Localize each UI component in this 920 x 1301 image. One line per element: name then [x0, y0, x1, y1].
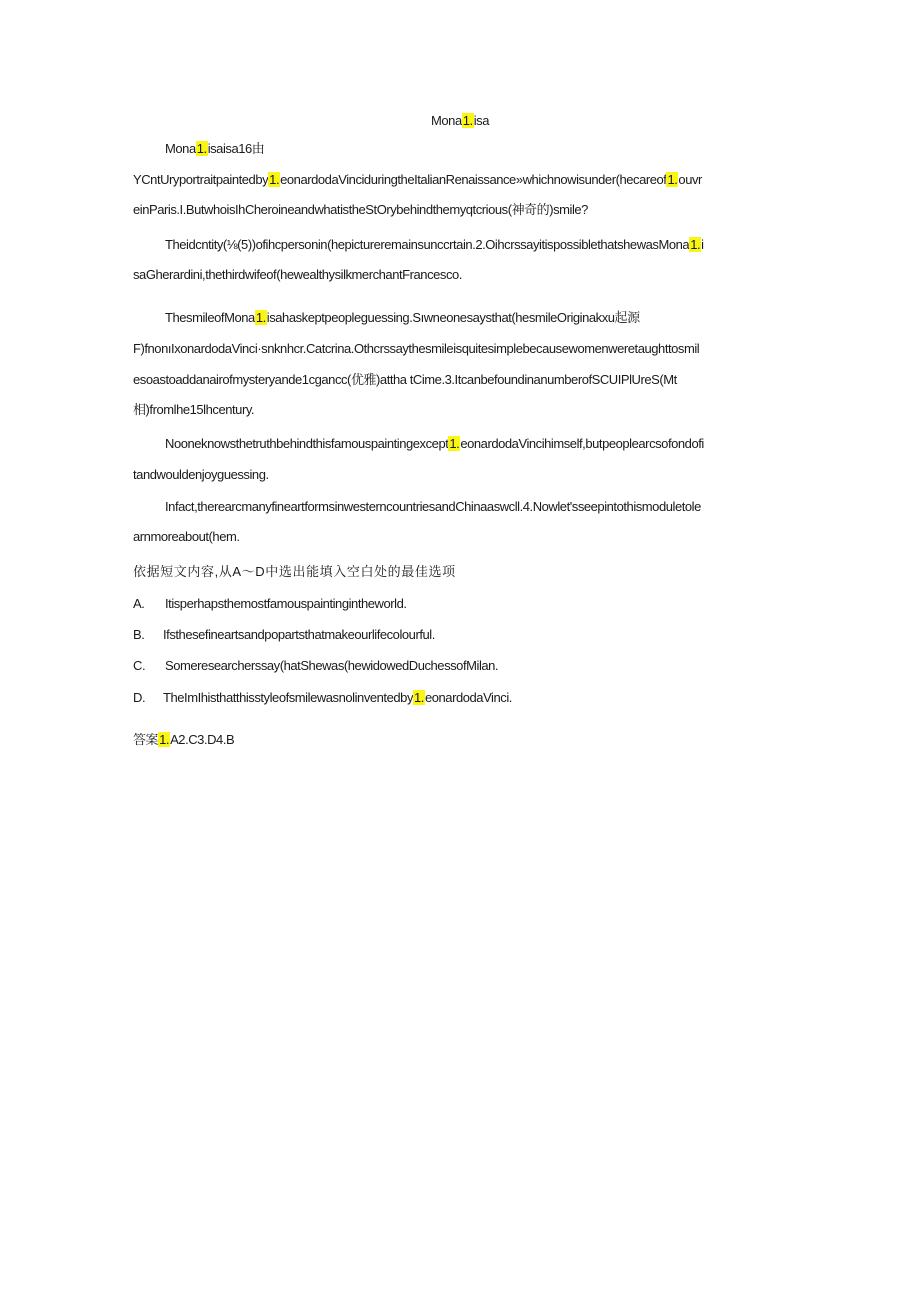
highlight-mark: 1. [667, 172, 678, 187]
option-d-text: TheImIhisthatthisstyleofsmilewasnolinventedby1.eonardodaVinci. [163, 690, 512, 705]
highlight-mark: 1. [269, 172, 280, 187]
option-b-text: Ifsthesefineartsandpopartsthatmakeourlifecolourful. [163, 627, 435, 642]
option-letter: A. [133, 596, 145, 611]
option-c [133, 656, 145, 676]
option-b [133, 625, 144, 645]
paragraph-2-line-2: saGherardini,thethirdwifeof(hewealthysilkmerchantFrancesco. [133, 267, 462, 282]
highlight-mark: 1. [462, 113, 473, 128]
paragraph-4-line-2: tandwouldenjoyguessing. [133, 467, 269, 482]
paragraph-2-line-1: Theidcntity(⅛(5))ofihcpersonin(hepictureremainsunccrtain.2.OihcrssayitispossiblethatshewasMona1.i [165, 237, 704, 252]
paragraph-3-line-4: 相)fromlhe15lhcentury. [133, 402, 255, 417]
paragraph-5-line-1: Infact,therearcmanyfineartformsinwesterncountriesandChinaaswcll.4.Nowlet'sseepintothismoduletole [165, 499, 701, 514]
option-letter: B. [133, 627, 145, 642]
paragraph-1-line-2: YCntUryportraitpaintedby1.eonardodaVinciduringtheItalianRenaissance»whichnowisunder(hecareof1.ouvr [133, 172, 702, 187]
option-a-text: Itisperhapsthemostfamouspaintingintheworld. [165, 596, 407, 611]
question-instruction: 依据短文内容,从A～D中选出能填入空白处的最佳选项 [133, 564, 456, 579]
option-letter: D. [133, 690, 146, 705]
highlight-mark: 1. [690, 237, 701, 252]
paragraph-4-line-1: Nooneknowsthetruthbehindthisfamouspaintingexcept1.eonardodaVincihimself,butpeoplearcsofondofi [165, 436, 704, 451]
paragraph-1-line-3: einParis.I.ButwhoisIhCheroineandwhatistheStOrybehindthemyqtcrious(神奇的)smile? [133, 202, 588, 217]
paragraph-1-line-1: Mona1.isaisa16由 [165, 141, 265, 156]
highlight-mark: 1. [255, 310, 266, 325]
title-text: Mona [431, 113, 462, 128]
option-letter: C. [133, 658, 146, 673]
paragraph-3-line-1: ThesmileofMona1.isahaskeptpeopleguessing.Sıwneonesaysthat(hesmileOriginakxu起源 [165, 310, 640, 325]
paragraph-3-line-3: esoastoaddanairofmysteryande1cgancc(优雅)attha tCime.3.ItcanbefoundinanumberofSCUIPlUreS(Mt [133, 372, 677, 387]
page-title [0, 111, 920, 131]
highlight-mark: 1. [159, 732, 170, 747]
title-text: isa [473, 113, 489, 128]
answer-values: A2.C3.D4.B [170, 732, 235, 747]
highlight-mark: 1. [196, 141, 207, 156]
option-c-text: Someresearcherssay(hatShewas(hewidowedDuchessofMilan. [165, 658, 499, 673]
paragraph-3-line-2: F)fnonıIxonardodaVinci·snknhcr.Catcrina.Othcrssaythesmileisquitesimplebecausewomenweretaughttosmil [133, 341, 700, 356]
paragraph-5-line-2: arnmoreabout(hem. [133, 529, 240, 544]
option-a [133, 594, 144, 614]
answer-key [133, 730, 234, 750]
answer-label: 答案 [133, 732, 159, 747]
highlight-mark: 1. [414, 690, 424, 705]
option-d [133, 688, 145, 708]
highlight-mark: 1. [449, 436, 460, 451]
